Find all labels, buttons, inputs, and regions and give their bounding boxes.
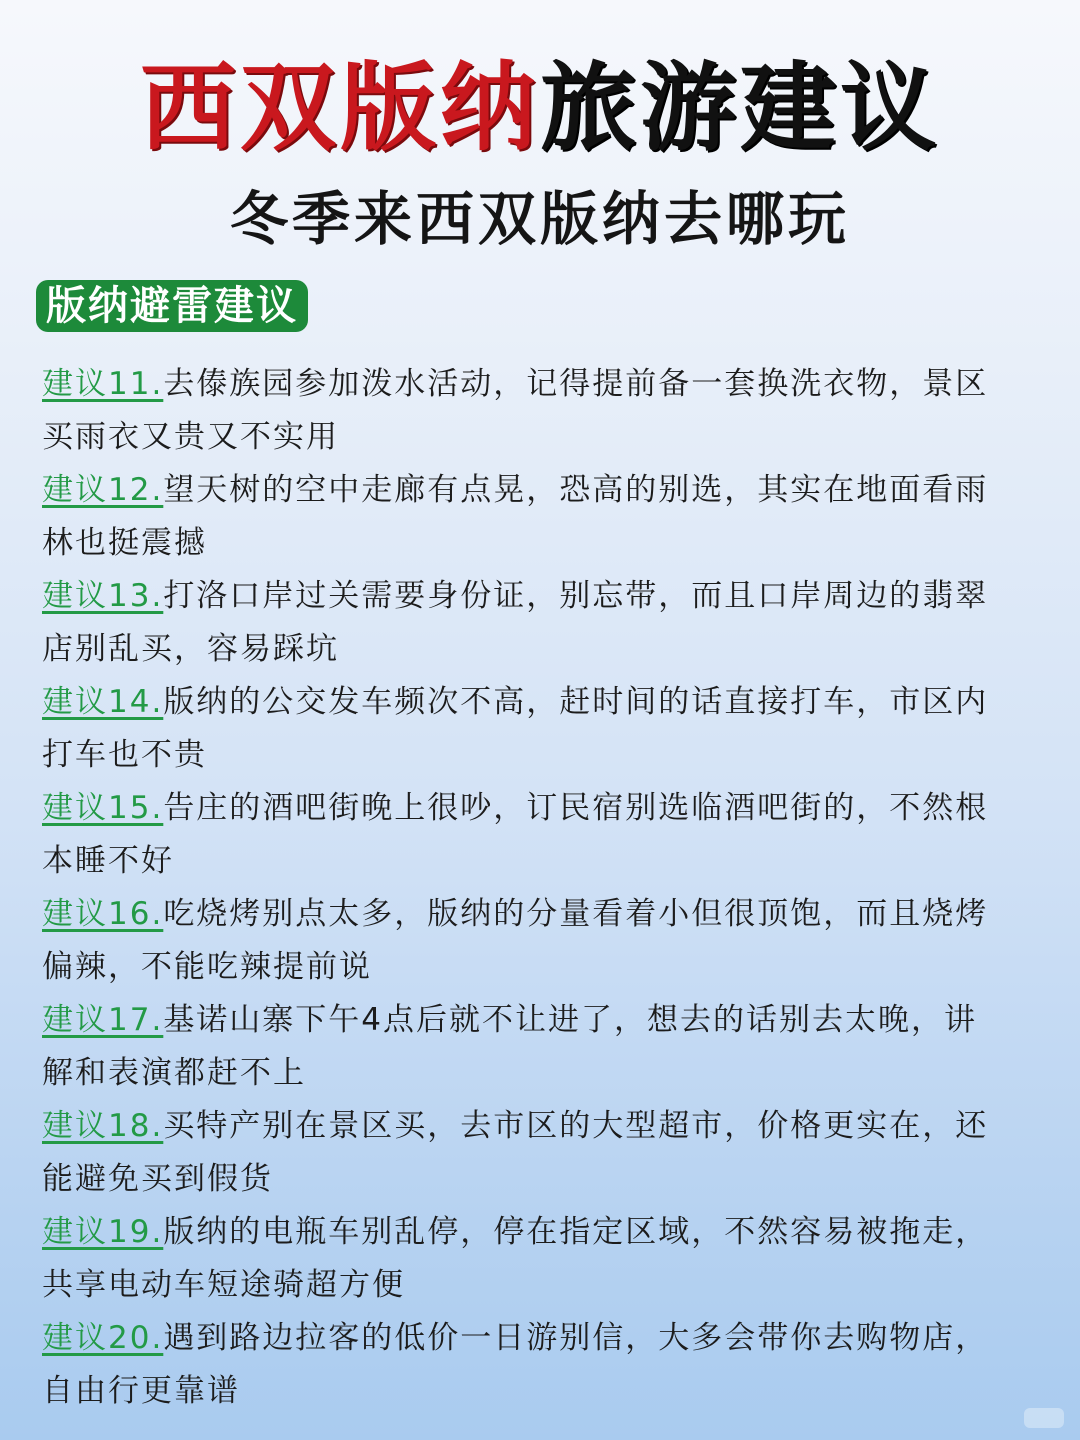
tip-item	[42, 994, 992, 1100]
tip-number: 建议17.	[42, 1002, 164, 1038]
title-highlight: 西双版纳	[140, 52, 540, 164]
page-title	[0, 48, 1080, 168]
tip-item	[42, 782, 992, 888]
tip-number: 建议13.	[42, 578, 164, 614]
tip-item	[42, 570, 992, 676]
tip-item	[42, 464, 992, 570]
tip-text: 告庄的酒吧街晚上很吵，订民宿别选临酒吧街的，不然根本睡不好	[42, 790, 989, 879]
page-subtitle: 冬季来西双版纳去哪玩	[229, 185, 850, 253]
tip-text: 买特产别在景区买，去市区的大型超市，价格更实在，还能避免买到假货	[42, 1108, 989, 1197]
tip-number: 建议19.	[42, 1214, 164, 1250]
tip-number: 建议20.	[42, 1320, 164, 1356]
tip-number: 建议11.	[42, 366, 164, 402]
tip-item	[42, 358, 992, 464]
tip-text: 基诺山寨下午4点后就不让进了，想去的话别去太晚，讲解和表演都赶不上	[42, 1002, 978, 1091]
section-tag: 版纳避雷建议	[36, 280, 308, 332]
tip-number: 建议18.	[42, 1108, 164, 1144]
tip-text: 打洛口岸过关需要身份证，别忘带，而且口岸周边的翡翠店别乱买，容易踩坑	[42, 578, 989, 667]
tip-text: 望天树的空中走廊有点晃，恐高的别选，其实在地面看雨林也挺震撼	[42, 472, 989, 561]
tip-text: 遇到路边拉客的低价一日游别信，大多会带你去购物店，自由行更靠谱	[42, 1320, 989, 1409]
tip-item	[42, 888, 992, 994]
title-main: 旅游建议	[540, 52, 940, 164]
tip-text: 去傣族园参加泼水活动，记得提前备一套换洗衣物，景区买雨衣又贵又不实用	[42, 366, 989, 455]
watermark-mark	[1024, 1408, 1064, 1428]
tip-number: 建议16.	[42, 896, 164, 932]
tip-text: 版纳的电瓶车别乱停，停在指定区域，不然容易被拖走，共享电动车短途骑超方便	[42, 1214, 989, 1303]
tip-number: 建议15.	[42, 790, 164, 826]
tip-text: 版纳的公交发车频次不高，赶时间的话直接打车，市区内打车也不贵	[42, 684, 989, 773]
tips-list	[42, 358, 992, 1418]
tip-item	[42, 1100, 992, 1206]
tip-number: 建议14.	[42, 684, 164, 720]
tip-number: 建议12.	[42, 472, 164, 508]
tip-text: 吃烧烤别点太多，版纳的分量看着小但很顶饱，而且烧烤偏辣，不能吃辣提前说	[42, 896, 989, 985]
tip-item	[42, 1206, 992, 1312]
tip-item	[42, 676, 992, 782]
tip-item	[42, 1312, 992, 1418]
